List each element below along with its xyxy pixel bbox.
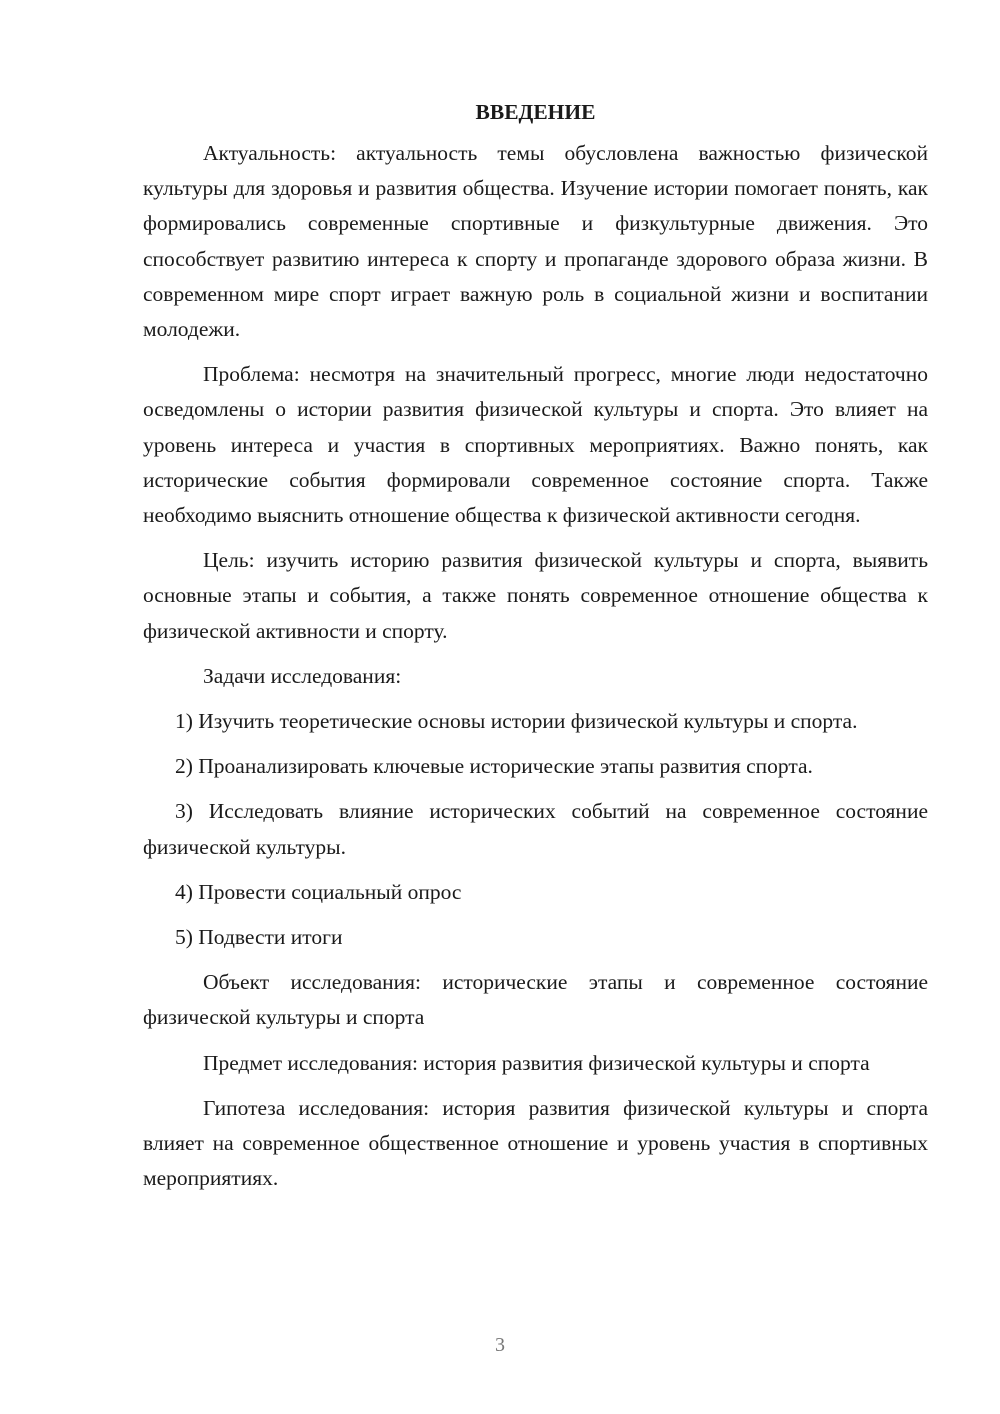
hypothesis-paragraph: Гипотеза исследования: история развития физической культуры и спорта влияет на современное общественное отношение и уровень участия в спортивных мероприятиях.: [143, 1095, 928, 1191]
tasks-list: [143, 704, 928, 955]
task-item: 4) Провести социальный опрос: [175, 879, 462, 904]
tasks-heading: Задачи исследования:: [203, 663, 402, 688]
relevance-paragraph: Актуальность: актуальность темы обусловлена важностью физической культуры для здоровья и развития общества. Изучение истории помогает понять, как формировались современные спортивные и физкультурные движения. Это способствует развитию интереса к спорту и пропаганде здорового образа жизни. В современном мире спорт играет важную роль в социальной жизни и воспитании молодежи.: [143, 141, 928, 342]
page-number: 3: [495, 1334, 505, 1356]
problem-paragraph: Проблема: несмотря на значительный прогресс, многие люди недостаточно осведомлены о истории развития физической культуры и спорта. Это влияет на уровень интереса и участия в спортивных мероприятиях. Важно понять, как исторические события формировали современное состояние спорта. Также необходимо выяснить отношение общества к физической активности сегодня.: [143, 362, 928, 528]
section-title: ВВЕДЕНИЕ: [475, 100, 596, 124]
goal-paragraph: Цель: изучить историю развития физической культуры и спорта, выявить основные этапы и события, а также понять современное отношение общества к физической активности и спорту.: [143, 548, 928, 643]
subject-paragraph: Предмет исследования: история развития физической культуры и спорта: [203, 1050, 870, 1075]
task-item: 2) Проанализировать ключевые исторические этапы развития спорта.: [175, 754, 813, 779]
task-item: 5) Подвести итоги: [175, 925, 343, 950]
task-item: 1) Изучить теоретические основы истории физической культуры и спорта.: [175, 709, 858, 734]
object-paragraph: Объект исследования: исторические этапы и современное состояние физической культуры и спорта: [143, 970, 928, 1030]
task-item: 3) Исследовать влияние исторических событий на современное состояние физической культуры.: [143, 799, 928, 859]
document-page: [143, 96, 928, 1206]
